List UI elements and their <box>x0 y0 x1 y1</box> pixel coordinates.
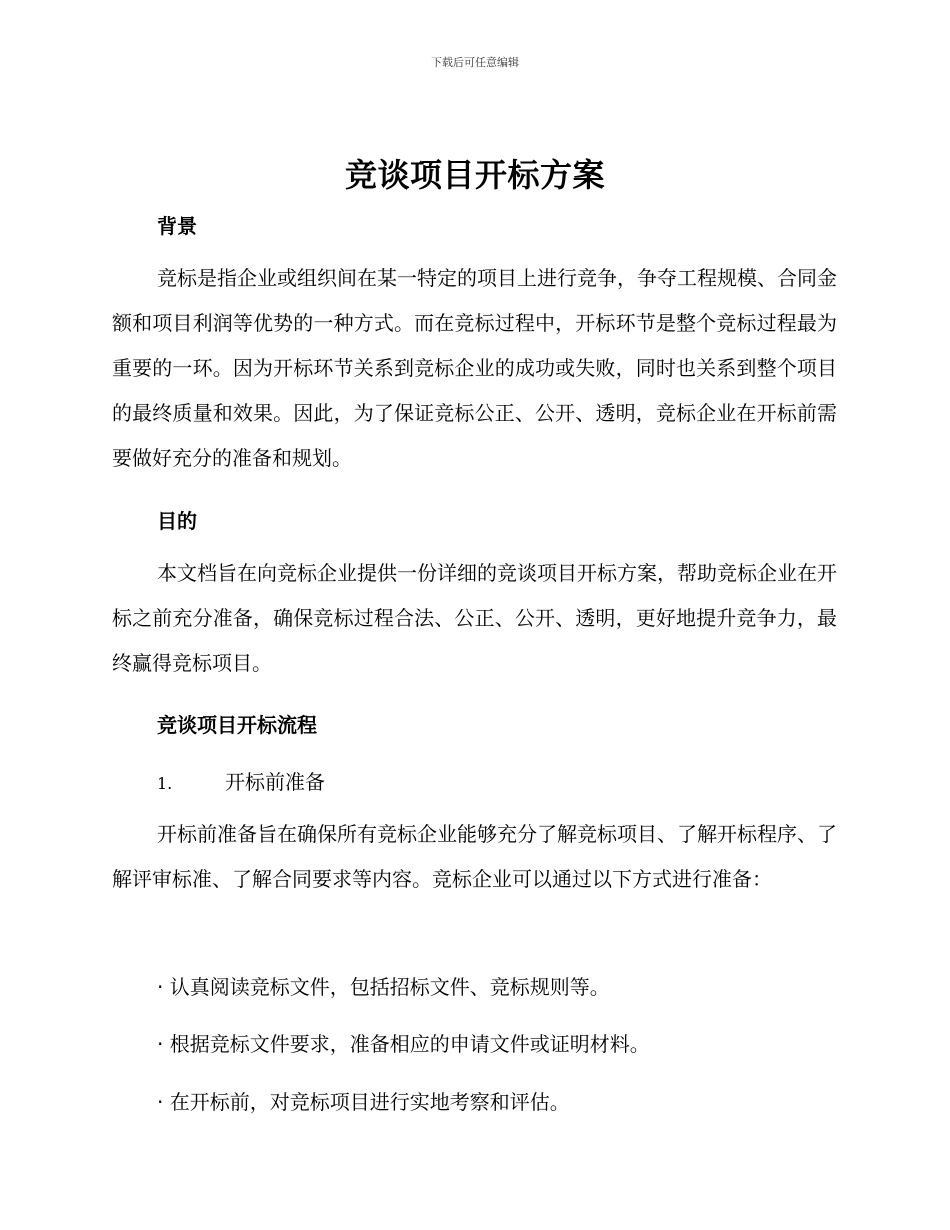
section-heading-purpose: 目的 <box>157 509 197 533</box>
header-note: 下载后可任意编辑 <box>431 56 519 69</box>
list-item: · 认真阅读竞标文件，包括招标文件、竞标规则等。 <box>157 975 610 999</box>
step-number: 1. <box>157 774 173 793</box>
section-heading-process: 竞谈项目开标流程 <box>157 713 317 737</box>
document-title: 竞谈项目开标方案 <box>344 156 605 194</box>
section-heading-background: 背景 <box>157 214 197 238</box>
paragraph-background: 竞标是指企业或组织间在某一特定的项目上进行竞争，争夺工程规模、合同金额和项目利润等优势的一种方式。而在竞标过程中，开标环节是整个竞标过程最为重要的一环。因为开标环节关系到竞标企业的成功或失败，同时也关系到整个项目的最终质量和效果。因此，为了保证竞标公正、公开、透明，竞标企业在开标前需要做好充分的准备和规划。 <box>112 266 837 470</box>
numbered-item-step1 <box>157 766 325 795</box>
paragraph-purpose: 本文档旨在向竞标企业提供一份详细的竞谈项目开标方案，帮助竞标企业在开标之前充分准备，确保竞标过程合法、公正、公开、透明，更好地提升竞争力，最终赢得竞标项目。 <box>112 561 837 675</box>
step-label: 开标前准备 <box>225 770 325 794</box>
list-item: · 根据竞标文件要求，准备相应的申请文件或证明材料。 <box>157 1032 650 1056</box>
list-item: · 在开标前，对竞标项目进行实地考察和评估。 <box>157 1090 570 1114</box>
paragraph-step1: 开标前准备旨在确保所有竞标企业能够充分了解竞标项目、了解开标程序、了解评审标准、了解合同要求等内容。竞标企业可以通过以下方式进行准备： <box>112 822 837 891</box>
